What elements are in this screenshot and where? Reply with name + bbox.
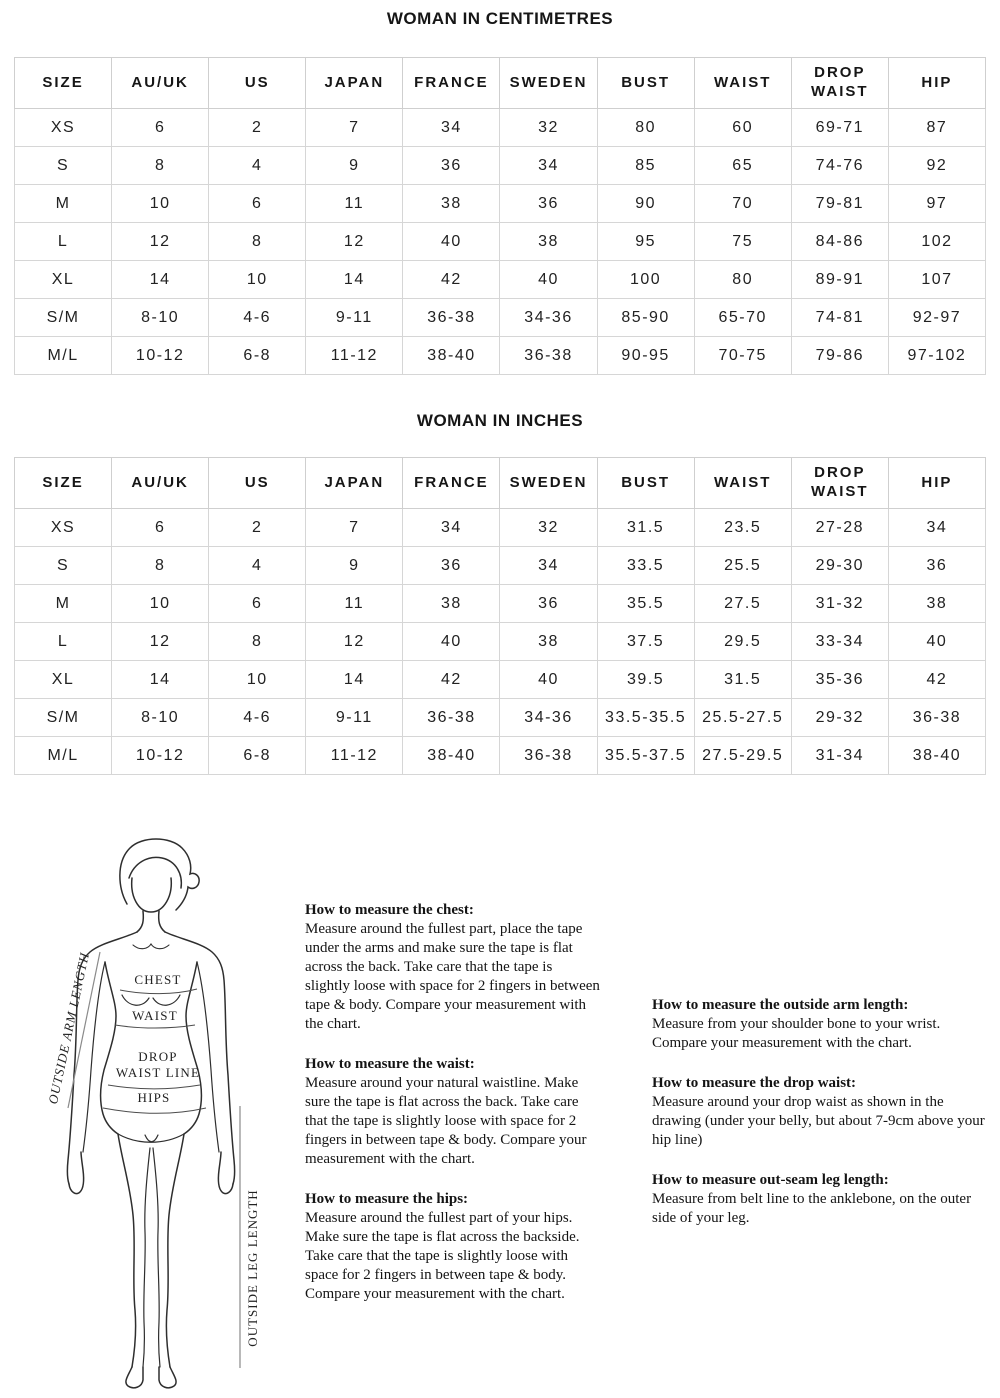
table-cell: 85 xyxy=(597,147,694,185)
table-cell: 32 xyxy=(500,509,597,547)
column-header: JAPAN xyxy=(306,58,403,109)
table-cell: XL xyxy=(15,261,112,299)
table-cell: L xyxy=(15,223,112,261)
table-cell: 32 xyxy=(500,109,597,147)
table-cell: M/L xyxy=(15,337,112,375)
instruction-body: Measure around the fullest part, place the tape under the arms and make sure the tape is flat across the back. Take care that the tape is slightly loose with space for 2 fingers in between tape & body. Compare your measurement with the chart. xyxy=(305,921,600,1032)
table-cell: 70-75 xyxy=(694,337,791,375)
table-cell: 40 xyxy=(500,261,597,299)
outside-arm-length-label: OUTSIDE ARM LENGTH xyxy=(45,950,93,1106)
table-cell: 100 xyxy=(597,261,694,299)
table-row xyxy=(15,737,986,775)
instruction-heading: How to measure the hips: xyxy=(305,1191,469,1207)
column-header: HIP xyxy=(888,458,985,509)
table-cell: 29-32 xyxy=(791,699,888,737)
table-row xyxy=(15,623,986,661)
table-cell: 38 xyxy=(500,223,597,261)
table-cell: 75 xyxy=(694,223,791,261)
column-header: FRANCE xyxy=(403,58,500,109)
table-cell: 6 xyxy=(209,185,306,223)
table-cell: 8 xyxy=(112,147,209,185)
column-header: BUST xyxy=(597,58,694,109)
table-cell: 102 xyxy=(888,223,985,261)
table-cell: S xyxy=(15,547,112,585)
table-cell: S/M xyxy=(15,299,112,337)
column-header: SIZE xyxy=(15,458,112,509)
table-cell: 6-8 xyxy=(209,337,306,375)
table-cell: 37.5 xyxy=(597,623,694,661)
table-cell: 9-11 xyxy=(306,699,403,737)
table-cell: 36 xyxy=(500,585,597,623)
table-cell: S/M xyxy=(15,699,112,737)
table-cell: 36-38 xyxy=(403,699,500,737)
table-cell: 7 xyxy=(306,509,403,547)
table-row xyxy=(15,509,986,547)
column-header: BUST xyxy=(597,458,694,509)
drop-waist-label-line1: DROP xyxy=(138,1049,178,1064)
table-cell: 36-38 xyxy=(500,337,597,375)
table-cell: 79-81 xyxy=(791,185,888,223)
table-cell: 6 xyxy=(112,109,209,147)
table-row xyxy=(15,299,986,337)
table-cell: 36 xyxy=(888,547,985,585)
table-header-row xyxy=(15,58,986,109)
chest-label: CHEST xyxy=(134,972,182,987)
table-cell: 4 xyxy=(209,547,306,585)
table-cell: 38 xyxy=(403,585,500,623)
instruction-block xyxy=(652,1171,990,1228)
instruction-body: Measure from your shoulder bone to your wrist. Compare your measurement with the chart. xyxy=(652,1016,941,1051)
table-cell: 92 xyxy=(888,147,985,185)
column-header: WAIST xyxy=(694,458,791,509)
table-cell: M/L xyxy=(15,737,112,775)
outside-leg-length-label: OUTSIDE LEG LENGTH xyxy=(245,1189,260,1347)
table-cell: 4-6 xyxy=(209,299,306,337)
drop-waist-label-line2: WAIST LINE xyxy=(115,1065,201,1080)
table-cell: 8 xyxy=(209,623,306,661)
column-header: SWEDEN xyxy=(500,458,597,509)
column-header: SWEDEN xyxy=(500,58,597,109)
table-cell: 33-34 xyxy=(791,623,888,661)
instructions-right-column xyxy=(652,996,990,1249)
table-cell: 12 xyxy=(112,623,209,661)
table-cell: 31.5 xyxy=(694,661,791,699)
table-row xyxy=(15,585,986,623)
table-cell: 25.5-27.5 xyxy=(694,699,791,737)
table-cell: 9-11 xyxy=(306,299,403,337)
table-cell: 65 xyxy=(694,147,791,185)
table-cell: 85-90 xyxy=(597,299,694,337)
table-cell: 40 xyxy=(403,223,500,261)
table-row xyxy=(15,261,986,299)
instruction-block xyxy=(305,1055,601,1169)
table-cell: 34 xyxy=(500,147,597,185)
table-cell: 8 xyxy=(112,547,209,585)
table-cell: 14 xyxy=(306,661,403,699)
size-table-inches xyxy=(14,457,986,775)
instruction-heading: How to measure the waist: xyxy=(305,1056,475,1072)
table-cell: 40 xyxy=(888,623,985,661)
table-cell: 6-8 xyxy=(209,737,306,775)
table-cell: 69-71 xyxy=(791,109,888,147)
waist-label: WAIST xyxy=(132,1008,178,1023)
table-cell: 7 xyxy=(306,109,403,147)
table-cell: 4-6 xyxy=(209,699,306,737)
table-cell: 42 xyxy=(888,661,985,699)
table-cell: 87 xyxy=(888,109,985,147)
table-row xyxy=(15,547,986,585)
table-cell: 107 xyxy=(888,261,985,299)
table-row xyxy=(15,661,986,699)
column-header: AU/UK xyxy=(112,458,209,509)
table-cell: 10 xyxy=(112,585,209,623)
table-cell: 8-10 xyxy=(112,699,209,737)
instruction-heading: How to measure the drop waist: xyxy=(652,1075,857,1091)
instruction-body: Measure around the fullest part of your hips. Make sure the tape is flat across the backside. Take care that the tape is slightly loose with space for 2 fingers in between tape & body. Compare your measurement with the chart. xyxy=(305,1210,580,1302)
table-cell: 36-38 xyxy=(403,299,500,337)
table-cell: XL xyxy=(15,661,112,699)
table-cell: 79-86 xyxy=(791,337,888,375)
column-header: DROP WAIST xyxy=(791,458,888,509)
table-row xyxy=(15,223,986,261)
table-cell: 11 xyxy=(306,185,403,223)
table-cell: 8 xyxy=(209,223,306,261)
table-cell: 14 xyxy=(306,261,403,299)
instruction-body: Measure from belt line to the anklebone, on the outer side of your leg. xyxy=(652,1191,972,1226)
table-cell: 34 xyxy=(403,509,500,547)
table-title-centimetres: WOMAN IN CENTIMETRES xyxy=(386,9,614,28)
table-row xyxy=(15,185,986,223)
table-cell: XS xyxy=(15,509,112,547)
table-cell: 90 xyxy=(597,185,694,223)
table-cell: 34 xyxy=(500,547,597,585)
table-cell: 35.5 xyxy=(597,585,694,623)
table-cell: 34-36 xyxy=(500,699,597,737)
table-cell: 80 xyxy=(597,109,694,147)
table-cell: 36-38 xyxy=(888,699,985,737)
table-cell: 84-86 xyxy=(791,223,888,261)
table-cell: 36 xyxy=(500,185,597,223)
table-cell: 70 xyxy=(694,185,791,223)
table-cell: 97-102 xyxy=(888,337,985,375)
instruction-body: Measure around your natural waistline. Make sure the tape is flat across the back. Take care that the tape is slightly loose with space for 2 fingers in between tape & body. Compare your measurement with the chart. xyxy=(305,1075,587,1167)
table-cell: 8-10 xyxy=(112,299,209,337)
table-cell: 31-34 xyxy=(791,737,888,775)
table-cell: 38 xyxy=(403,185,500,223)
instruction-block xyxy=(305,901,601,1034)
table-cell: 38 xyxy=(500,623,597,661)
table-cell: 6 xyxy=(209,585,306,623)
hips-label: HIPS xyxy=(137,1090,171,1105)
table-cell: 39.5 xyxy=(597,661,694,699)
table-cell: 74-81 xyxy=(791,299,888,337)
table-cell: L xyxy=(15,623,112,661)
table-cell: 31.5 xyxy=(597,509,694,547)
column-header: SIZE xyxy=(15,58,112,109)
instruction-block xyxy=(305,1190,601,1304)
instruction-heading: How to measure the chest: xyxy=(305,902,474,918)
table-cell: XS xyxy=(15,109,112,147)
column-header: US xyxy=(209,458,306,509)
table-cell: 2 xyxy=(209,509,306,547)
measurement-figure xyxy=(30,830,310,1392)
column-header: FRANCE xyxy=(403,458,500,509)
table-cell: 10-12 xyxy=(112,737,209,775)
table-cell: 11-12 xyxy=(306,337,403,375)
table-cell: 12 xyxy=(306,223,403,261)
table-cell: 23.5 xyxy=(694,509,791,547)
column-header: JAPAN xyxy=(306,458,403,509)
table-cell: 34-36 xyxy=(500,299,597,337)
table-cell: 12 xyxy=(306,623,403,661)
woman-body-diagram xyxy=(30,830,310,1392)
table-row xyxy=(15,109,986,147)
table-cell: M xyxy=(15,185,112,223)
table-title-inches: WOMAN IN INCHES xyxy=(416,411,584,430)
table-cell: 38-40 xyxy=(888,737,985,775)
table-cell: 38-40 xyxy=(403,337,500,375)
column-header: HIP xyxy=(888,58,985,109)
table-cell: 38 xyxy=(888,585,985,623)
table-cell: 90-95 xyxy=(597,337,694,375)
table-cell: 10-12 xyxy=(112,337,209,375)
column-header: AU/UK xyxy=(112,58,209,109)
table-row xyxy=(15,337,986,375)
table-cell: 34 xyxy=(888,509,985,547)
table-cell: 10 xyxy=(209,261,306,299)
table-cell: 33.5-35.5 xyxy=(597,699,694,737)
table-cell: M xyxy=(15,585,112,623)
table-row xyxy=(15,699,986,737)
table-cell: S xyxy=(15,147,112,185)
table-cell: 14 xyxy=(112,661,209,699)
table-cell: 29-30 xyxy=(791,547,888,585)
table-cell: 11-12 xyxy=(306,737,403,775)
table-cell: 27.5-29.5 xyxy=(694,737,791,775)
table-cell: 95 xyxy=(597,223,694,261)
table-cell: 97 xyxy=(888,185,985,223)
table-cell: 80 xyxy=(694,261,791,299)
table-cell: 14 xyxy=(112,261,209,299)
table-cell: 42 xyxy=(403,261,500,299)
table-header-row xyxy=(15,458,986,509)
table-cell: 36-38 xyxy=(500,737,597,775)
table-cell: 34 xyxy=(403,109,500,147)
column-header: US xyxy=(209,58,306,109)
table-cell: 10 xyxy=(112,185,209,223)
table-cell: 60 xyxy=(694,109,791,147)
table-cell: 92-97 xyxy=(888,299,985,337)
instructions-left-column xyxy=(305,901,601,1325)
table-cell: 33.5 xyxy=(597,547,694,585)
instruction-heading: How to measure the outside arm length: xyxy=(652,997,909,1013)
table-cell: 89-91 xyxy=(791,261,888,299)
instruction-block xyxy=(652,1074,990,1150)
instruction-body: Measure around your drop waist as shown in the drawing (under your belly, but about 7-9cm above your hip line) xyxy=(652,1094,985,1148)
instruction-heading: How to measure out-seam leg length: xyxy=(652,1172,889,1188)
size-table-centimetres xyxy=(14,57,986,375)
instruction-block xyxy=(652,996,990,1053)
table-cell: 9 xyxy=(306,147,403,185)
table-cell: 25.5 xyxy=(694,547,791,585)
table-cell: 35-36 xyxy=(791,661,888,699)
table-cell: 27.5 xyxy=(694,585,791,623)
table-cell: 31-32 xyxy=(791,585,888,623)
table-cell: 6 xyxy=(112,509,209,547)
table-cell: 10 xyxy=(209,661,306,699)
table-cell: 40 xyxy=(500,661,597,699)
table-cell: 27-28 xyxy=(791,509,888,547)
table-cell: 9 xyxy=(306,547,403,585)
table-cell: 74-76 xyxy=(791,147,888,185)
table-cell: 2 xyxy=(209,109,306,147)
table-cell: 35.5-37.5 xyxy=(597,737,694,775)
table-cell: 29.5 xyxy=(694,623,791,661)
table-cell: 38-40 xyxy=(403,737,500,775)
table-cell: 12 xyxy=(112,223,209,261)
table-cell: 11 xyxy=(306,585,403,623)
table-cell: 65-70 xyxy=(694,299,791,337)
column-header: DROP WAIST xyxy=(791,58,888,109)
column-header: WAIST xyxy=(694,58,791,109)
table-cell: 42 xyxy=(403,661,500,699)
table-cell: 40 xyxy=(403,623,500,661)
table-cell: 36 xyxy=(403,147,500,185)
table-cell: 4 xyxy=(209,147,306,185)
table-row xyxy=(15,147,986,185)
table-cell: 36 xyxy=(403,547,500,585)
